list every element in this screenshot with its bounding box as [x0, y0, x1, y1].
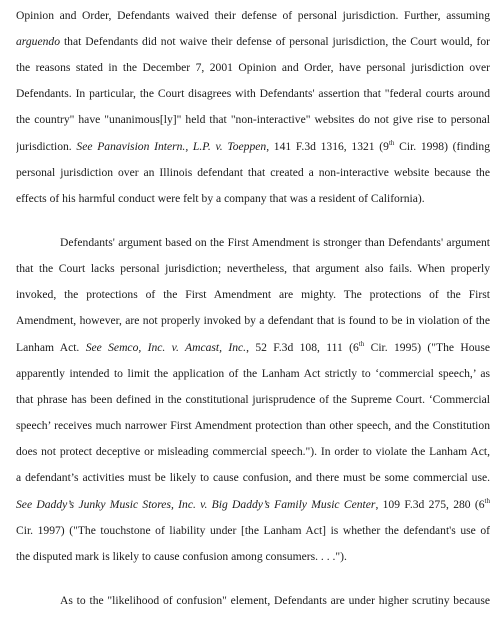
text-line: See Daddy’s Junky Music Stores, Inc. v. Big Daddy’s Family Music Center, 109 F.3d 275, 280 (6th [16, 497, 490, 511]
text-line: apparently intended to limit the application of the Lanham Act strictly to ‘commercial speech,’ as [16, 367, 490, 380]
text-line: that phrase has been defined in the constitutional jurisprudence of the Supreme Court. ‘Commercial [16, 393, 490, 406]
text-line: Defendants' argument based on the First Amendment is stronger than Defendants' argument [60, 236, 490, 249]
text-line: speech’ receives much narrower First Amendment protection than other speech, and the Constitution [16, 419, 490, 432]
text-line: Lanham Act. See Semco, Inc. v. Amcast, Inc., 52 F.3d 108, 111 (6th Cir. 1995) ("The House [16, 340, 490, 354]
text-line: the reasons stated in the December 7, 2001 Opinion and Order, have personal jurisdiction over [16, 61, 490, 74]
text-line: does not protect deceptive or misleading commercial speech."). In order to violate the Lanham Act, [16, 445, 490, 458]
text-line: jurisdiction. See Panavision Intern., L.P. v. Toeppen, 141 F.3d 1316, 1321 (9th Cir. 1998) (finding [16, 139, 490, 153]
text-line: the disputed mark is likely to cause confusion among consumers. . . ."). [16, 550, 347, 563]
text-line: the country" have "unanimous[ly]" held that "non-interactive" websites do not give rise to personal [16, 113, 490, 126]
text-line: arguendo that Defendants did not waive their defense of personal jurisdiction, the Court would, for [16, 35, 490, 48]
text-line: As to the "likelihood of confusion" element, Defendants are under higher scrutiny because [60, 594, 490, 607]
text-line: personal jurisdiction over an Illinois defendant that created a non-interactive website because the [16, 166, 490, 179]
text-line: Cir. 1997) ("The touchstone of liability under [the Lanham Act] is whether the defendant's use of [16, 524, 490, 537]
text-line: invoked, the protections of the First Amendment are mighty. The protections of the First [16, 288, 490, 301]
text-line: Opinion and Order, Defendants waived their defense of personal jurisdiction. Further, assuming [16, 9, 490, 22]
text-line: effects of his harmful conduct were felt by a company that was a resident of California). [16, 192, 425, 205]
text-line: a defendant’s activities must be likely to cause confusion, and there must be some commercial use. [16, 471, 490, 484]
text-line: that the Court lacks personal jurisdiction; nevertheless, that argument also fails. When properly [16, 262, 490, 275]
text-line: Amendment, however, are not properly invoked by a defendant that is found to be in violation of the [16, 314, 490, 327]
text-line: Defendants. In particular, the Court disagrees with Defendants' assertion that "federal courts around [16, 87, 490, 100]
